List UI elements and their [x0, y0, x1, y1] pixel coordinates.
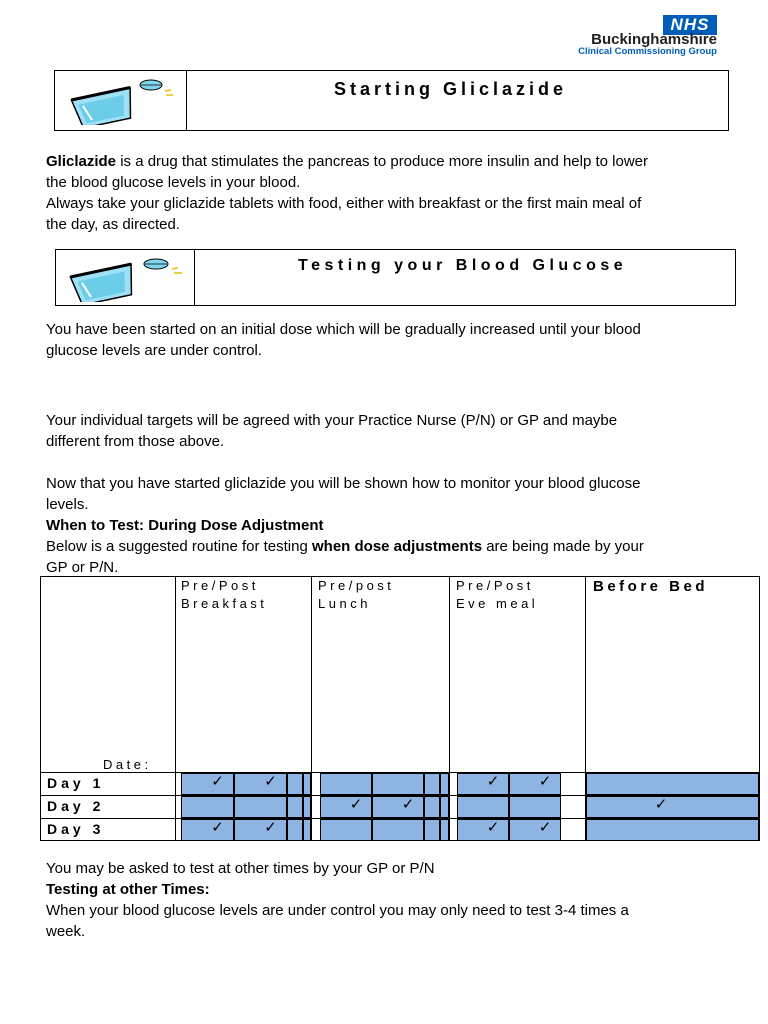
targets-text: Your individual targets will be agreed with your Practice Nurse (P/N) or GP and maybe — [46, 412, 618, 429]
tick-cell — [320, 819, 372, 841]
column-header-before-bed: Before Bed — [593, 578, 709, 595]
intro-paragraph — [46, 151, 746, 235]
tick-cell — [234, 796, 287, 818]
checkmark-icon: ✓ — [486, 773, 500, 790]
other-times-text: You may be asked to test at other times by your GP or P/N — [46, 860, 435, 877]
checkmark-icon: ✓ — [401, 796, 415, 813]
banner-testing-blood-glucose — [55, 249, 736, 306]
section-heading: Testing at other Times: — [46, 881, 210, 898]
other-times-text: week. — [46, 923, 86, 940]
monitor-text-bold: when dose adjustments — [312, 538, 483, 555]
spacer-cell — [287, 819, 303, 841]
other-times-paragraph — [46, 858, 746, 942]
column-header-eve-meal: Pre/Post Eve meal — [456, 578, 539, 611]
monitor-paragraph — [46, 473, 746, 578]
tick-cell — [586, 796, 759, 818]
checkmark-icon: ✓ — [264, 773, 277, 790]
spacer-cell — [424, 819, 440, 841]
tick-cell — [586, 819, 759, 841]
banner-title: Testing your Blood Glucose — [298, 257, 628, 274]
spacer-cell — [424, 773, 440, 795]
intro-text: the day, as directed. — [46, 216, 180, 233]
checkmark-icon: ✓ — [211, 773, 224, 790]
checkmark-icon: ✓ — [264, 819, 277, 836]
monitor-text: GP or P/N. — [46, 559, 119, 576]
spacer-cell — [303, 773, 311, 795]
monitor-text: Below is a suggested routine for testing — [46, 538, 312, 555]
spacer-cell — [303, 796, 311, 818]
spacer-cell — [440, 819, 449, 841]
spacer-cell — [303, 819, 311, 841]
tick-cell — [372, 819, 424, 841]
checkmark-icon: ✓ — [349, 796, 363, 813]
banner-title: Starting Gliclazide — [334, 79, 568, 99]
org-name: Buckinghamshire — [591, 31, 717, 48]
row-label-day-3: Day 3 — [47, 821, 105, 837]
nhs-logo: NHS — [663, 15, 717, 35]
spacer-cell — [440, 773, 449, 795]
targets-text: different from those above. — [46, 433, 225, 450]
intro-text: the blood glucose levels in your blood. — [46, 174, 301, 191]
banner-starting-gliclazide — [54, 70, 729, 131]
checkmark-icon: ✓ — [538, 819, 552, 836]
tick-cell — [181, 796, 234, 818]
column-header-lunch: Pre/post Lunch — [318, 578, 395, 611]
row-label-day-2: Day 2 — [47, 798, 105, 814]
spacer-cell — [440, 796, 449, 818]
glass-of-water-icon — [65, 75, 180, 125]
glass-of-water-icon — [64, 252, 192, 302]
testing-schedule-table — [40, 576, 760, 841]
dose-text: glucose levels are under control. — [46, 342, 262, 359]
checkmark-icon: ✓ — [486, 819, 500, 836]
tick-cell — [372, 773, 424, 795]
tick-cell — [457, 796, 509, 818]
monitor-text: Now that you have started gliclazide you will be shown how to monitor your blood glucose — [46, 475, 641, 492]
other-times-text: When your blood glucose levels are under control you may only need to test 3-4 times a — [46, 902, 629, 919]
dose-paragraph — [46, 319, 746, 361]
org-subtitle: Clinical Commissioning Group — [578, 46, 717, 57]
column-header-breakfast: Pre/Post Breakfast — [181, 578, 268, 611]
spacer-cell — [287, 773, 303, 795]
intro-text: Always take your gliclazide tablets with food, either with breakfast or the first main meal of — [46, 195, 642, 212]
monitor-text: levels. — [46, 496, 89, 513]
dose-text: You have been started on an initial dose which will be gradually increased until your blood — [46, 321, 641, 338]
checkmark-icon: ✓ — [538, 773, 552, 790]
row-label-day-1: Day 1 — [47, 775, 105, 791]
drug-name: Gliclazide — [46, 153, 117, 170]
tick-cell — [320, 773, 372, 795]
spacer-cell — [424, 796, 440, 818]
tick-cell — [586, 773, 759, 795]
tick-cell — [509, 796, 561, 818]
monitor-text: are being made by your — [482, 538, 644, 555]
intro-text: is a drug that stimulates the pancreas to produce more insulin and help to lower — [116, 153, 648, 170]
checkmark-icon: ✓ — [654, 796, 668, 813]
checkmark-icon: ✓ — [211, 819, 224, 836]
section-heading: When to Test: During Dose Adjustment — [46, 517, 324, 534]
spacer-cell — [287, 796, 303, 818]
targets-paragraph — [46, 410, 746, 452]
date-label: Date: — [103, 757, 152, 772]
